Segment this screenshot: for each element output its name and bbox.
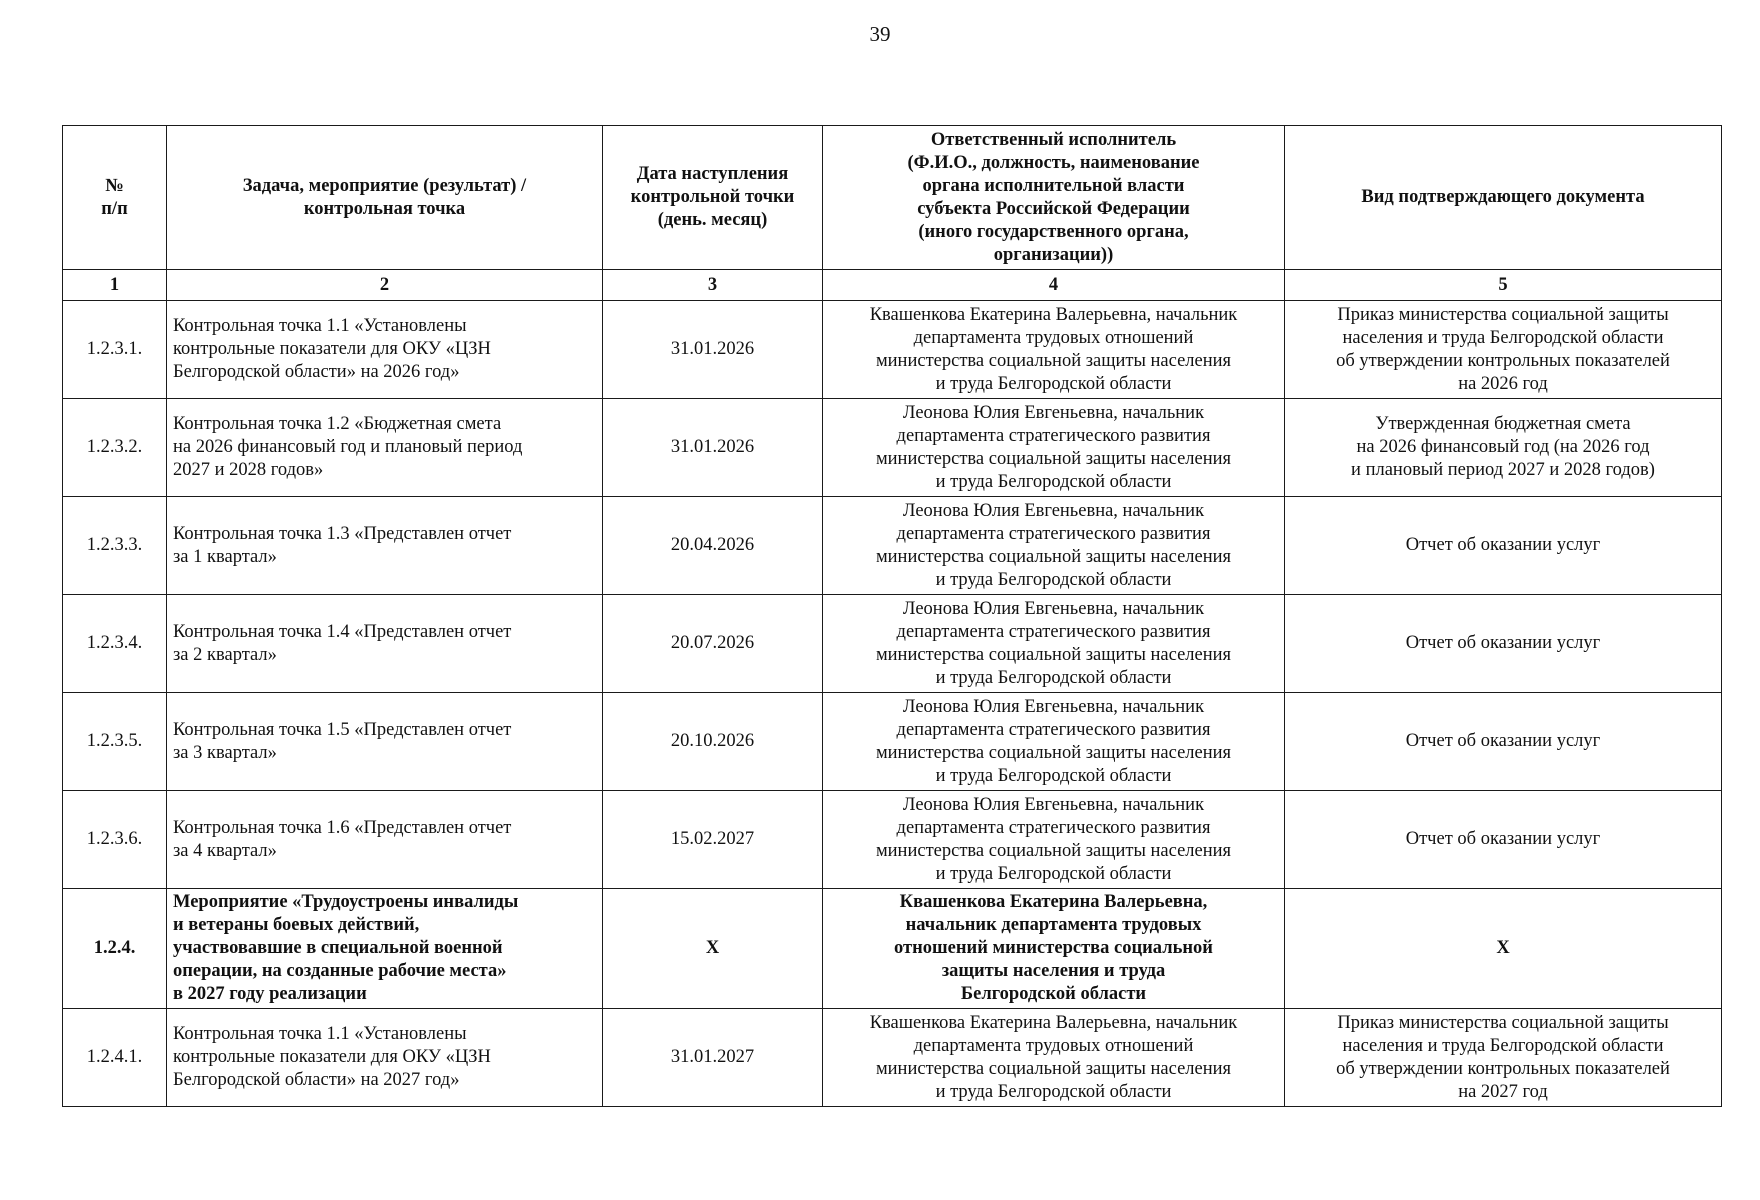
row-task: Контрольная точка 1.6 «Представлен отчет за 4 квартал» [167, 791, 603, 889]
control-points-table [62, 125, 1722, 1107]
row-responsible: Леонова Юлия Евгеньевна, начальник департамента стратегического развития министерства социальной защиты населения и труда Белгородской области [823, 791, 1285, 889]
page-number: 39 [869, 22, 891, 46]
column-number: 2 [167, 270, 603, 301]
row-task: Контрольная точка 1.1 «Установлены контрольные показатели для ОКУ «ЦЗН Белгородской области» на 2026 год» [167, 301, 603, 399]
table-row-activity [63, 889, 1722, 1009]
header-date: Дата наступления контрольной точки (день. месяц) [603, 126, 823, 270]
row-task: Контрольная точка 1.2 «Бюджетная смета на 2026 финансовый год и плановый период 2027 и 2028 годов» [167, 399, 603, 497]
row-responsible: Квашенкова Екатерина Валерьевна, начальник департамента трудовых отношений министерства социальной защиты населения и труда Белгородской области [823, 1009, 1285, 1107]
row-responsible: Квашенкова Екатерина Валерьевна, начальник департамента трудовых отношений министерства социальной защиты населения и труда Белгородской области [823, 301, 1285, 399]
row-date: 31.01.2026 [603, 399, 823, 497]
row-document: Отчет об оказании услуг [1285, 693, 1722, 791]
table-row [63, 399, 1722, 497]
row-date: 20.07.2026 [603, 595, 823, 693]
row-date: 20.10.2026 [603, 693, 823, 791]
row-date: 31.01.2027 [603, 1009, 823, 1107]
table-row [63, 1009, 1722, 1107]
header-responsible: Ответственный исполнитель (Ф.И.О., должность, наименование органа исполнительной власти субъекта Российской Федерации (иного государственного органа, организации)) [823, 126, 1285, 270]
column-number: 4 [823, 270, 1285, 301]
table-row [63, 497, 1722, 595]
row-responsible: Леонова Юлия Евгеньевна, начальник департамента стратегического развития министерства социальной защиты населения и труда Белгородской области [823, 399, 1285, 497]
row-number: 1.2.3.1. [63, 301, 167, 399]
table-header-row [63, 126, 1722, 270]
column-number: 5 [1285, 270, 1722, 301]
row-number: 1.2.3.4. [63, 595, 167, 693]
row-document: Отчет об оказании услуг [1285, 595, 1722, 693]
table-row [63, 693, 1722, 791]
row-responsible: Леонова Юлия Евгеньевна, начальник департамента стратегического развития министерства социальной защиты населения и труда Белгородской области [823, 595, 1285, 693]
column-number: 3 [603, 270, 823, 301]
row-task: Мероприятие «Трудоустроены инвалиды и ветераны боевых действий, участвовавшие в специальной военной операции, на созданные рабочие места» в 2027 году реализации [167, 889, 603, 1009]
header-number: № п/п [63, 126, 167, 270]
column-numbers-row [63, 270, 1722, 301]
row-document: Приказ министерства социальной защиты населения и труда Белгородской области об утверждении контрольных показателей на 2027 год [1285, 1009, 1722, 1107]
row-number: 1.2.3.6. [63, 791, 167, 889]
row-responsible: Квашенкова Екатерина Валерьевна, начальник департамента трудовых отношений министерства социальной защиты населения и труда Белгородской области [823, 889, 1285, 1009]
table-row [63, 595, 1722, 693]
row-number: 1.2.4. [63, 889, 167, 1009]
row-task: Контрольная точка 1.1 «Установлены контрольные показатели для ОКУ «ЦЗН Белгородской области» на 2027 год» [167, 1009, 603, 1107]
header-task: Задача, мероприятие (результат) / контрольная точка [167, 126, 603, 270]
row-task: Контрольная точка 1.3 «Представлен отчет за 1 квартал» [167, 497, 603, 595]
row-task: Контрольная точка 1.5 «Представлен отчет за 3 квартал» [167, 693, 603, 791]
row-responsible: Леонова Юлия Евгеньевна, начальник департамента стратегического развития министерства социальной защиты населения и труда Белгородской области [823, 693, 1285, 791]
row-responsible: Леонова Юлия Евгеньевна, начальник департамента стратегического развития министерства социальной защиты населения и труда Белгородской области [823, 497, 1285, 595]
row-document: X [1285, 889, 1722, 1009]
header-document: Вид подтверждающего документа [1285, 126, 1722, 270]
row-number: 1.2.3.2. [63, 399, 167, 497]
row-task: Контрольная точка 1.4 «Представлен отчет за 2 квартал» [167, 595, 603, 693]
row-number: 1.2.3.5. [63, 693, 167, 791]
row-document: Отчет об оказании услуг [1285, 497, 1722, 595]
column-number: 1 [63, 270, 167, 301]
row-date: 15.02.2027 [603, 791, 823, 889]
row-number: 1.2.3.3. [63, 497, 167, 595]
row-document: Приказ министерства социальной защиты населения и труда Белгородской области об утверждении контрольных показателей на 2026 год [1285, 301, 1722, 399]
table-row [63, 301, 1722, 399]
row-document: Утвержденная бюджетная смета на 2026 финансовый год (на 2026 год и плановый период 2027 и 2028 годов) [1285, 399, 1722, 497]
row-date: 31.01.2026 [603, 301, 823, 399]
row-number: 1.2.4.1. [63, 1009, 167, 1107]
row-date: X [603, 889, 823, 1009]
row-date: 20.04.2026 [603, 497, 823, 595]
table-row [63, 791, 1722, 889]
row-document: Отчет об оказании услуг [1285, 791, 1722, 889]
